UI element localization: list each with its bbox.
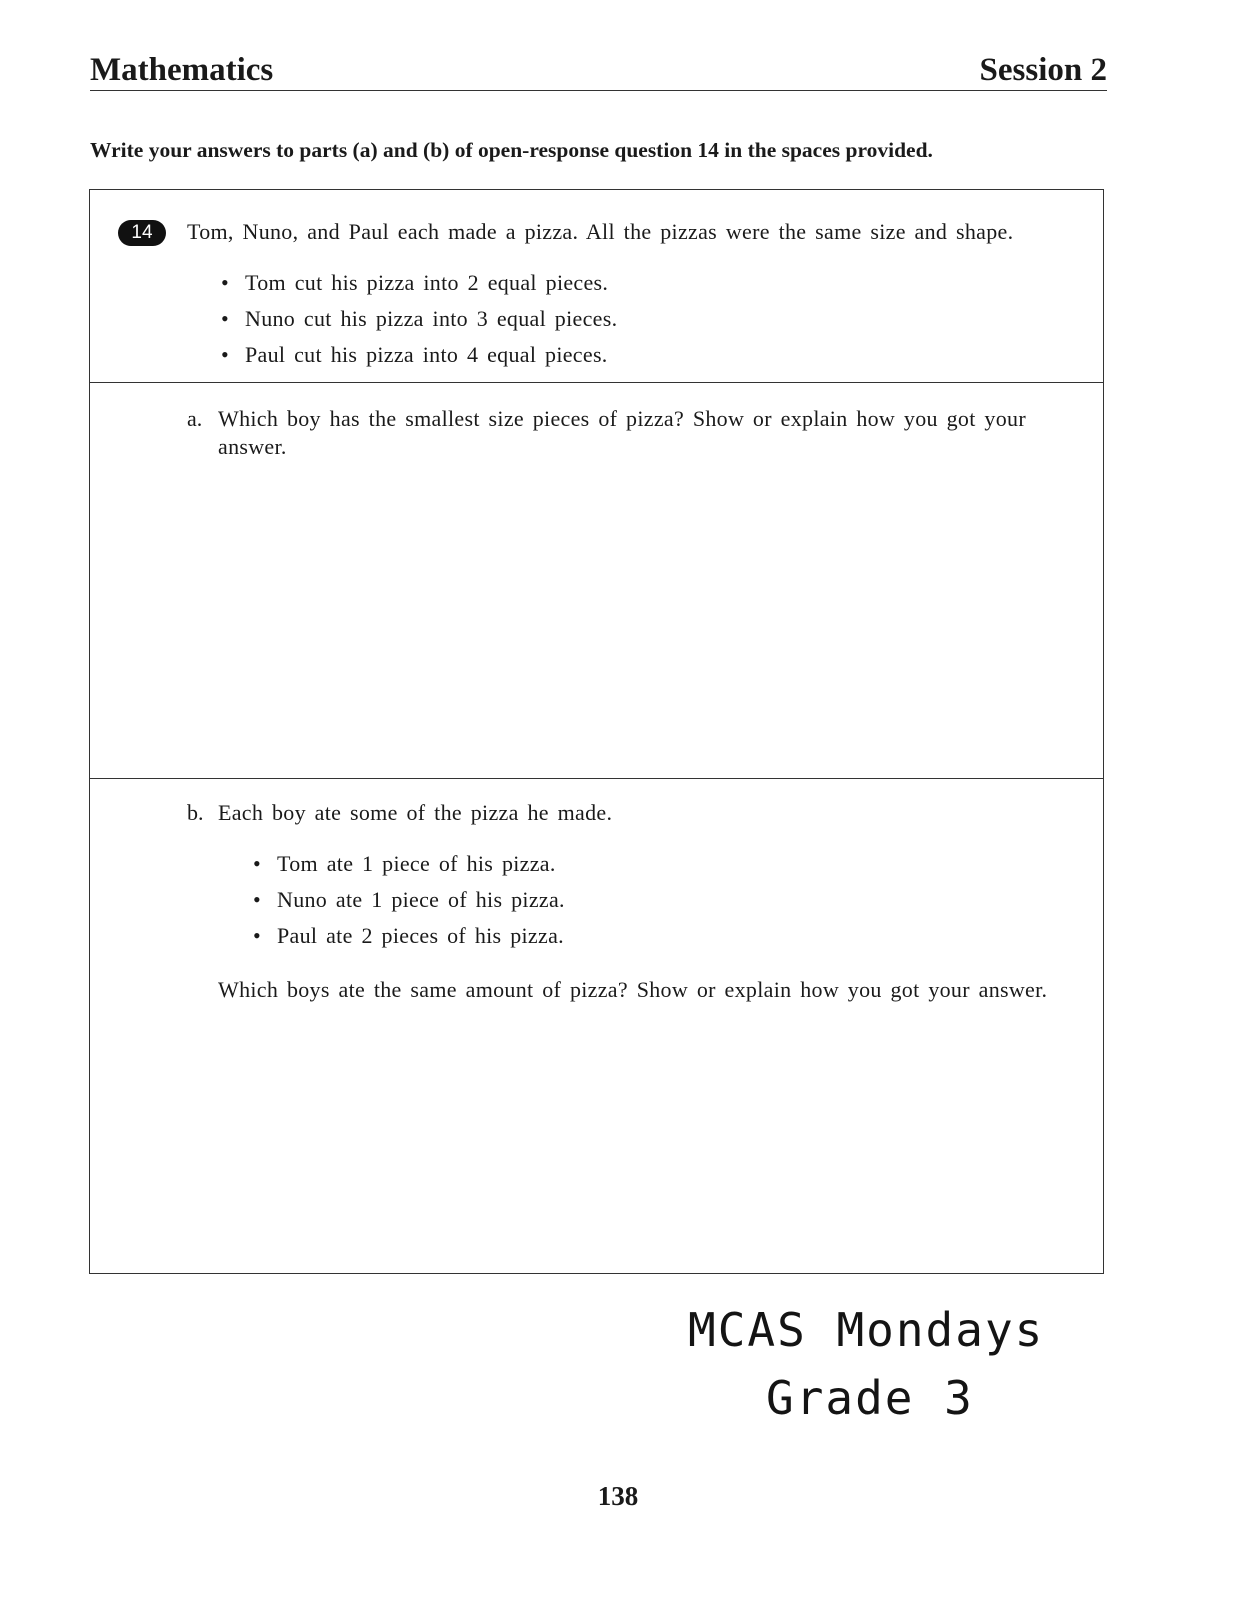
page-header xyxy=(90,50,1107,91)
part-a-label: a. xyxy=(187,406,203,431)
session-title: Session 2 xyxy=(979,52,1107,88)
list-item: • Paul cut his pizza into 4 equal pieces. xyxy=(221,341,617,377)
part-b-fact-list xyxy=(253,850,565,958)
question-box xyxy=(89,189,1104,1274)
handwritten-annotation-line1: MCAS Mondays xyxy=(688,1303,1045,1357)
instructions: Write your answers to parts (a) and (b) of open-response question 14 in the spaces provided. xyxy=(90,138,933,162)
part-a-question: Which boy has the smallest size pieces of pizza? Show or explain how you got your answer. xyxy=(218,406,1026,459)
stem-fact-list xyxy=(221,269,617,377)
subject-title: Mathematics xyxy=(90,52,274,88)
list-item: • Nuno cut his pizza into 3 equal pieces. xyxy=(221,305,617,341)
question-number-badge: 14 xyxy=(118,220,166,246)
part-b-answer-area[interactable] xyxy=(90,779,1103,1273)
question-stem-text: Tom, Nuno, and Paul each made a pizza. All the pizzas were the same size and shape. xyxy=(187,219,1014,244)
list-item: • Paul ate 2 pieces of his pizza. xyxy=(253,922,565,958)
handwritten-annotation-line2: Grade 3 xyxy=(766,1371,974,1425)
question-stem xyxy=(90,190,1103,383)
part-b-label: b. xyxy=(187,800,204,825)
page-number: 138 xyxy=(597,1481,639,1511)
list-item: • Nuno ate 1 piece of his pizza. xyxy=(253,886,565,922)
part-b-intro: Each boy ate some of the pizza he made. xyxy=(218,800,613,825)
part-a-answer-area[interactable] xyxy=(90,383,1103,779)
list-item: • Tom cut his pizza into 2 equal pieces. xyxy=(221,269,617,305)
part-b-question: Which boys ate the same amount of pizza? Show or explain how you got your answer. xyxy=(218,977,1048,1002)
list-item: • Tom ate 1 piece of his pizza. xyxy=(253,850,565,886)
